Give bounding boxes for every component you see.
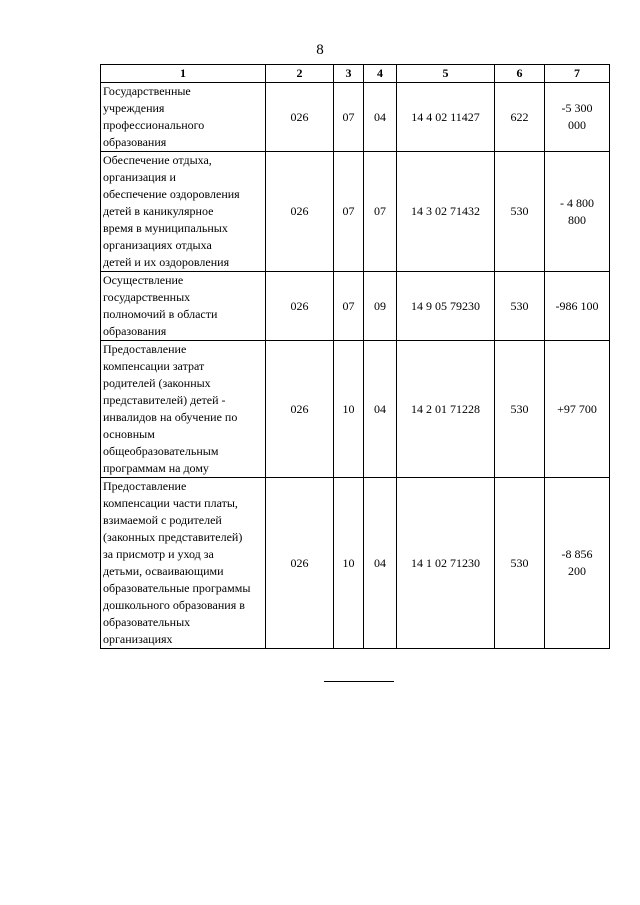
end-of-document-rule [324,681,394,682]
target-article-code: 14 2 01 71228 [397,341,495,478]
subsection-code: 09 [364,272,397,341]
column-header-2: 2 [266,65,334,83]
row-name: Предоставление компенсации затрат родителей (законных представителей) детей - инвалидов на обучение по основным общеобразовательным программам на дому [101,341,266,478]
amount: -8 856 200 [545,478,610,649]
column-header-1: 1 [101,65,266,83]
agency-code: 026 [266,272,334,341]
target-article-code: 14 3 02 71432 [397,152,495,272]
amount: - 4 800 800 [545,152,610,272]
target-article-code: 14 1 02 71230 [397,478,495,649]
agency-code: 026 [266,478,334,649]
row-name: Предоставление компенсации части платы, взимаемой с родителей (законных представителей) за присмотр и уход за детьми, осваивающими образовательные программы дошкольного образования в образовательных организациях [101,478,266,649]
column-header-5: 5 [397,65,495,83]
amount: -986 100 [545,272,610,341]
subsection-code: 04 [364,478,397,649]
budget-table [100,64,610,649]
table-row [101,83,610,152]
table-row [101,272,610,341]
expense-type-code: 530 [495,272,545,341]
column-header-6: 6 [495,65,545,83]
section-code: 07 [334,83,364,152]
amount: -5 300 000 [545,83,610,152]
section-code: 07 [334,272,364,341]
subsection-code: 04 [364,341,397,478]
column-header-4: 4 [364,65,397,83]
agency-code: 026 [266,83,334,152]
page-number: 8 [316,42,324,58]
agency-code: 026 [266,152,334,272]
target-article-code: 14 4 02 11427 [397,83,495,152]
column-header-3: 3 [334,65,364,83]
subsection-code: 07 [364,152,397,272]
expense-type-code: 530 [495,341,545,478]
target-article-code: 14 9 05 79230 [397,272,495,341]
expense-type-code: 622 [495,83,545,152]
row-name: Государственные учреждения профессионального образования [101,83,266,152]
section-code: 07 [334,152,364,272]
section-code: 10 [334,341,364,478]
subsection-code: 04 [364,83,397,152]
row-name: Осуществление государственных полномочий в области образования [101,272,266,341]
section-code: 10 [334,478,364,649]
agency-code: 026 [266,341,334,478]
expense-type-code: 530 [495,478,545,649]
row-name: Обеспечение отдыха, организация и обеспечение оздоровления детей в каникулярное время в муниципальных организациях отдыха детей и их оздоровления [101,152,266,272]
header-row [101,65,610,83]
table-row [101,341,610,478]
table-row [101,152,610,272]
column-header-7: 7 [545,65,610,83]
table-row [101,478,610,649]
expense-type-code: 530 [495,152,545,272]
amount: +97 700 [545,341,610,478]
